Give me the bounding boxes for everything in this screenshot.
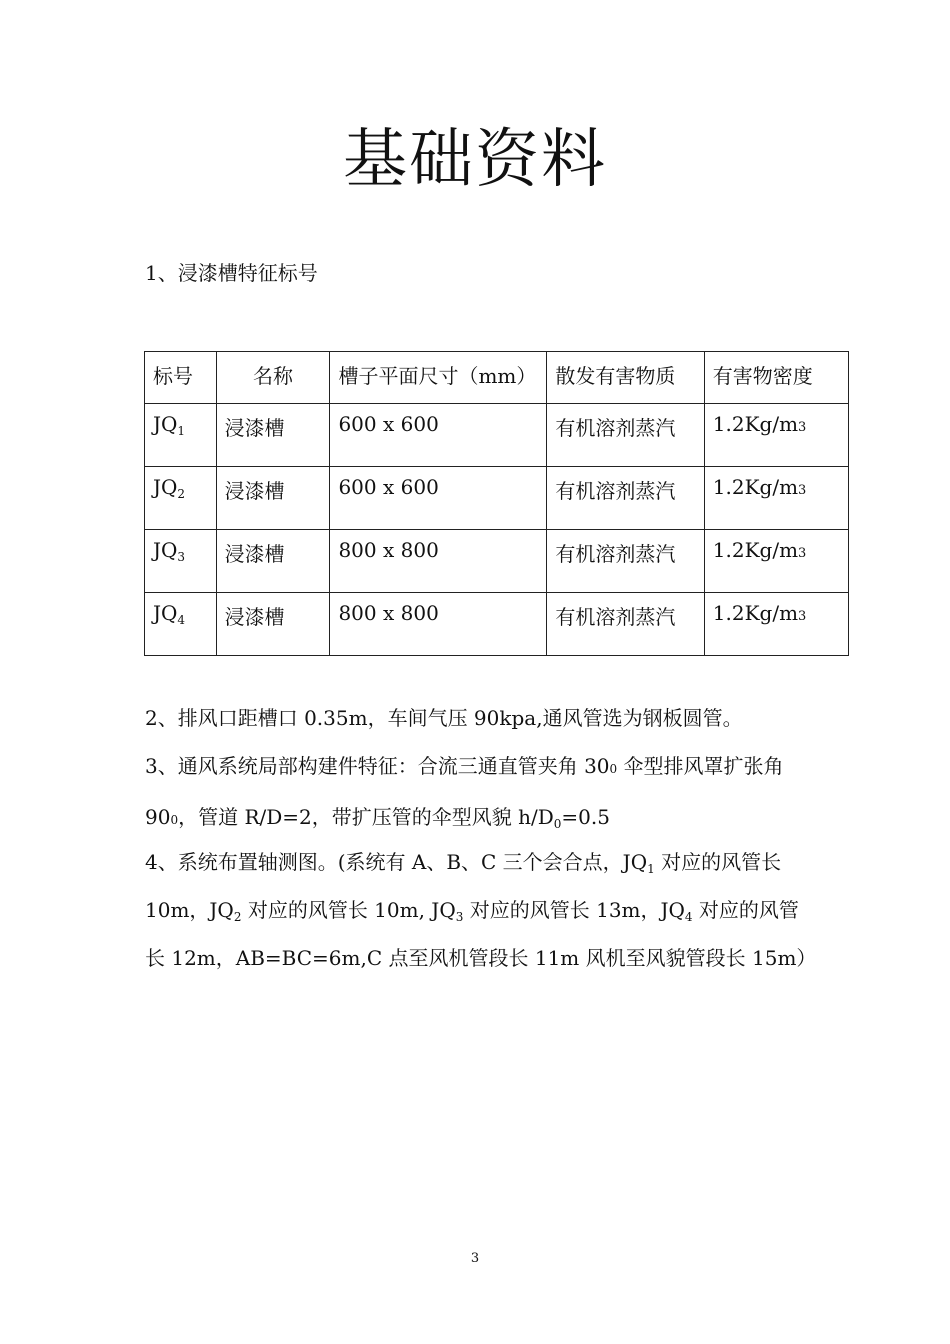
table-row — [145, 593, 849, 656]
tank-spec-table — [144, 351, 849, 656]
cell-size: 800 x 800 — [330, 593, 547, 656]
header-substance: 散发有害物质 — [547, 352, 704, 404]
cell-name: 浸漆槽 — [216, 530, 330, 593]
header-name: 名称 — [216, 352, 330, 404]
cell-code: $JQ_3$ — [145, 530, 217, 593]
cell-density: 1.2Kg/m3 — [704, 404, 848, 467]
cell-name: 浸漆槽 — [216, 404, 330, 467]
cell-density: 1.2Kg/m3 — [704, 530, 848, 593]
cell-code: $JQ_2$ — [145, 467, 217, 530]
page-number: 3 — [470, 1251, 480, 1266]
page-title: 基础资料 — [343, 123, 607, 197]
cell-density: 1.2Kg/m3 — [704, 593, 848, 656]
paragraph-exhaust-info: 2、排风口距槽口 0.35m，车间气压 90kpa,通风管选为钢板圆管。 — [145, 706, 743, 730]
cell-size: 600 x 600 — [330, 404, 547, 467]
cell-size: 800 x 800 — [330, 530, 547, 593]
paragraph-system-layout: 4、系统布置轴测图。(系统有 A、B、C 三个会合点，$JQ_1$ 对应的风管长 10m，$JQ_2$ 对应的风管长 10m, $JQ_3$ 对应的风管长 13m，$JQ_4$ 对应的风管长 12m，AB=BC=6m,C 点至风机管段长 11m 风机至风貌管段长 15m） — [145, 850, 817, 970]
header-size: 槽子平面尺寸（mm） — [330, 352, 547, 404]
cell-substance: 有机溶剂蒸汽 — [547, 530, 704, 593]
cell-size: 600 x 600 — [330, 467, 547, 530]
table-row — [145, 404, 849, 467]
table-row — [145, 530, 849, 593]
cell-code: $JQ_1$ — [145, 404, 217, 467]
cell-code: $JQ_4$ — [145, 593, 217, 656]
paragraph-component-features: 3、通风系统局部构建件特征：合流三通直管夹角 300 伞型排风罩扩张角 900，管道 R/D=2，带扩压管的伞型风貌 $h/D_0=0.5$ — [145, 754, 784, 831]
cell-substance: 有机溶剂蒸汽 — [547, 593, 704, 656]
cell-name: 浸漆槽 — [216, 467, 330, 530]
table-header-row — [145, 352, 849, 404]
table-row — [145, 467, 849, 530]
section-heading: 1、浸漆槽特征标号 — [145, 261, 318, 285]
cell-name: 浸漆槽 — [216, 593, 330, 656]
cell-substance: 有机溶剂蒸汽 — [547, 467, 704, 530]
cell-density: 1.2Kg/m3 — [704, 467, 848, 530]
cell-substance: 有机溶剂蒸汽 — [547, 404, 704, 467]
header-code: 标号 — [145, 352, 217, 404]
header-density: 有害物密度 — [704, 352, 848, 404]
